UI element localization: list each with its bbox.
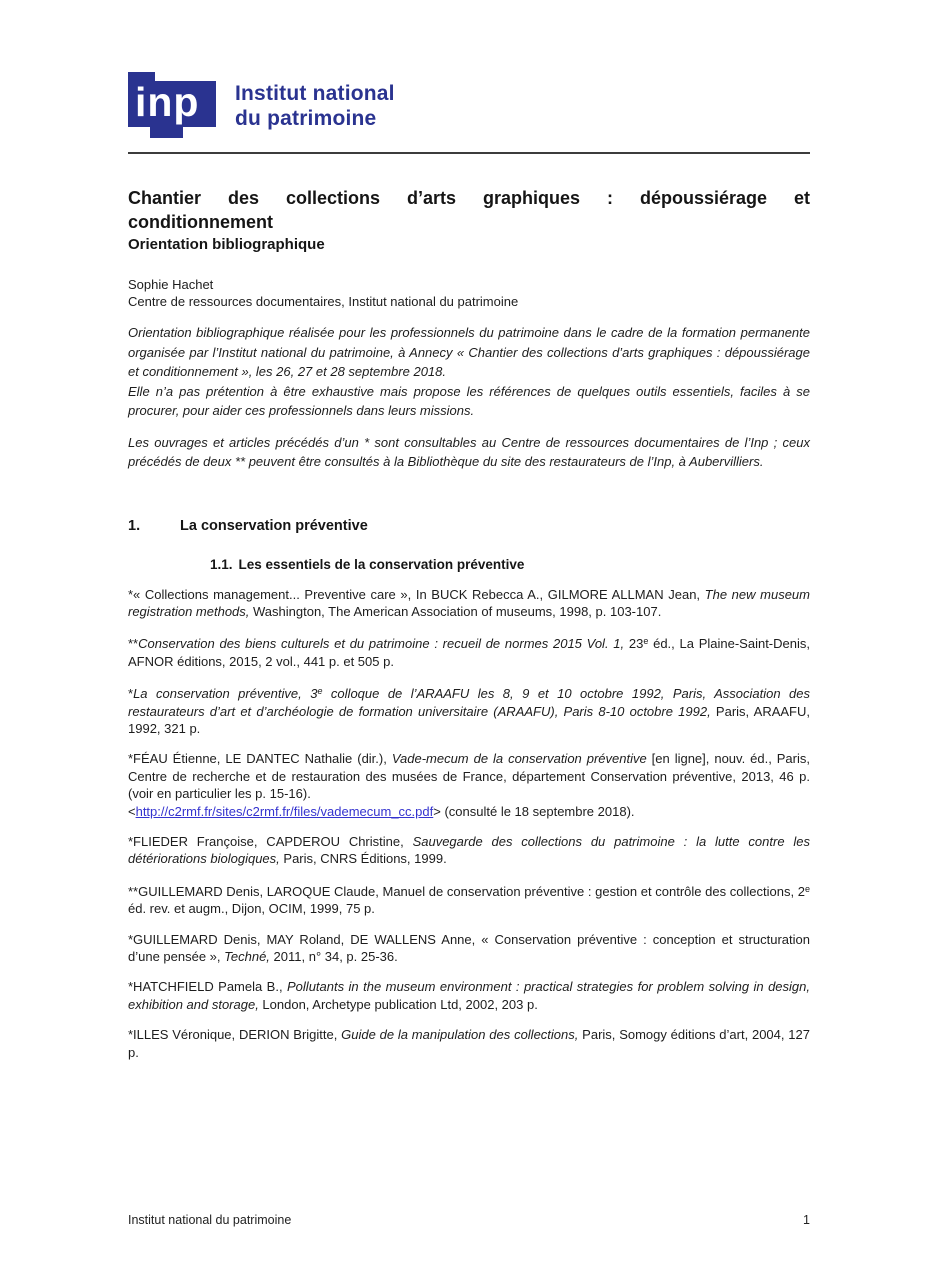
bibliography-entry xyxy=(128,833,810,868)
document-title-line1: Chantier des collections d’arts graphiques : dépoussiérage et xyxy=(128,188,810,208)
subsection-heading-1-1 xyxy=(210,557,810,572)
text-segment: ** xyxy=(128,636,139,652)
logo-text: inp xyxy=(135,79,200,125)
text-segment: Vade-mecum de la conservation préventive xyxy=(391,751,647,767)
text-segment: The new museum registration methods, xyxy=(128,586,810,619)
text-segment: e xyxy=(643,636,649,647)
logo-wordmark-line2: du patrimoine xyxy=(235,107,377,130)
page-number: 1 xyxy=(803,1213,810,1227)
logo-wordmark-line1: Institut national xyxy=(235,82,395,105)
bibliography-list xyxy=(128,586,810,1062)
bibliography-entry xyxy=(128,750,810,820)
text-segment: *HATCHFIELD Pamela B., xyxy=(128,979,288,995)
subsection-number: 1.1. xyxy=(210,556,233,572)
header-divider xyxy=(128,152,810,154)
text-segment: éd. rev. et augm., Dijon, OCIM, 1999, 75 p. xyxy=(128,901,375,917)
text-segment: Techné, xyxy=(224,949,270,964)
text-segment: < xyxy=(128,803,136,819)
author-name: Sophie Hachet xyxy=(128,277,214,292)
document-page xyxy=(128,70,810,1061)
text-segment: La conservation préventive, 3 xyxy=(133,686,318,702)
text-segment: e xyxy=(804,883,810,894)
text-segment: Pollutants in the museum environment : practical strategies for problem solving in design, exhibition and storage, xyxy=(128,979,810,1012)
logo-shape-bottom xyxy=(150,125,183,138)
inp-logo xyxy=(128,70,810,140)
text-segment: 2011, n° 34, p. 25-36. xyxy=(269,949,398,964)
text-segment: Paris, CNRS Éditions, 1999. xyxy=(279,851,447,867)
text-segment: Conservation des biens culturels et du patrimoine : recueil de normes 2015 Vol. 1, xyxy=(138,636,625,652)
text-segment: 23 xyxy=(624,636,644,652)
text-segment: colloque de l’ARAAFU les 8, 9 et 10 octobre 1992, Paris, Association des restaurateurs d’art et d’archéologie de formation universitaire (ARAAFU), Paris 8-10 octobre 1992, xyxy=(128,686,810,719)
text-segment: [en ligne], nouv. éd., Paris, Centre de recherche et de restauration des musées de France, département Conservation préventive, 2013, 46 p. (voir en particulier les p. 15-16). xyxy=(128,751,810,802)
text-segment: Paris, Somogy éditions d’art, 2004, 127 p. xyxy=(128,1027,810,1060)
section-heading-1 xyxy=(128,518,810,534)
bibliography-entry xyxy=(128,586,810,621)
text-segment: Washington, The American Association of museums, 1998, p. 103-107. xyxy=(249,603,662,619)
footer-institution: Institut national du patrimoine xyxy=(128,1213,292,1227)
intro-paragraph-2: Elle n’a pas prétention à être exhaustive mais propose les références de quelques outils essentiels, faciles à se procurer, pour aider ces professionnels dans leurs missions. xyxy=(128,383,810,418)
page xyxy=(0,70,927,1270)
author-block xyxy=(128,276,810,310)
logo-wordmark xyxy=(235,70,395,131)
author-affiliation: Centre de ressources documentaires, Institut national du patrimoine xyxy=(128,294,519,309)
text-segment: Paris, ARAAFU, 1992, 321 p. xyxy=(128,703,810,736)
text-segment: *FLIEDER Françoise, CAPDEROU Christine, xyxy=(128,833,413,849)
inp-logo-mark xyxy=(128,70,220,140)
text-segment: e xyxy=(317,686,323,697)
text-segment: *GUILLEMARD Denis, MAY Roland, DE WALLENS Anne, « Conservation préventive : conception et structuration d’une pensée », xyxy=(128,931,810,964)
bibliography-entry xyxy=(128,881,810,918)
text-segment: > (consulté le 18 septembre 2018). xyxy=(433,803,635,819)
page-footer xyxy=(128,1213,810,1227)
document-title xyxy=(128,187,810,234)
text-segment: *FÉAU Étienne, LE DANTEC Nathalie (dir.), xyxy=(128,751,392,767)
text-segment: London, Archetype publication Ltd, 2002, 203 p. xyxy=(258,996,538,1012)
section-number: 1. xyxy=(128,517,141,534)
bibliography-entry xyxy=(128,931,810,966)
subsection-title: Les essentiels de la conservation préventive xyxy=(238,556,525,572)
text-segment: Guide de la manipulation des collections, xyxy=(341,1027,579,1043)
text-segment: **GUILLEMARD Denis, LAROQUE Claude, Manuel de conservation préventive : gestion et contrôle des collections, 2 xyxy=(128,883,805,899)
document-title-line2: conditionnement xyxy=(128,211,273,232)
bibliography-entry xyxy=(128,633,810,670)
text-segment: * xyxy=(128,686,134,702)
text-segment: *ILLES Véronique, DERION Brigitte, xyxy=(128,1027,342,1043)
bibliography-entry xyxy=(128,978,810,1013)
document-subtitle: Orientation bibliographique xyxy=(128,236,325,253)
intro-paragraph-1: Orientation bibliographique réalisée pour les professionnels du patrimoine dans le cadre de la formation permanente organisée par l’Institut national du patrimoine, à Annecy « Chantier des collections d’arts graphiques : dépoussiérage et conditionnement », les 26, 27 et 28 septembre 2018. xyxy=(128,325,810,379)
bibliography-entry xyxy=(128,683,810,737)
availability-note: Les ouvrages et articles précédés d’un * sont consultables au Centre de ressources documentaires de l’Inp ; ceux précédés de deux ** peuvent être consultés à la Bibliothèque du site des restaurateurs de l’Inp, à Aubervilliers. xyxy=(128,434,810,469)
text-segment: Sauvegarde des collections du patrimoine : la lutte contre les détériorations biologiques, xyxy=(128,833,810,867)
bibliography-entry xyxy=(128,1026,810,1061)
section-title: La conservation préventive xyxy=(180,517,368,534)
text-segment: *« Collections management... Preventive care », In BUCK Rebecca A., GILMORE ALLMAN Jean, xyxy=(128,586,705,602)
hyperlink[interactable]: http://c2rmf.fr/sites/c2rmf.fr/files/vademecum_cc.pdf xyxy=(135,803,434,819)
text-segment: éd., La Plaine-Saint-Denis, AFNOR éditions, 2015, 2 vol., 441 p. et 505 p. xyxy=(128,636,810,669)
